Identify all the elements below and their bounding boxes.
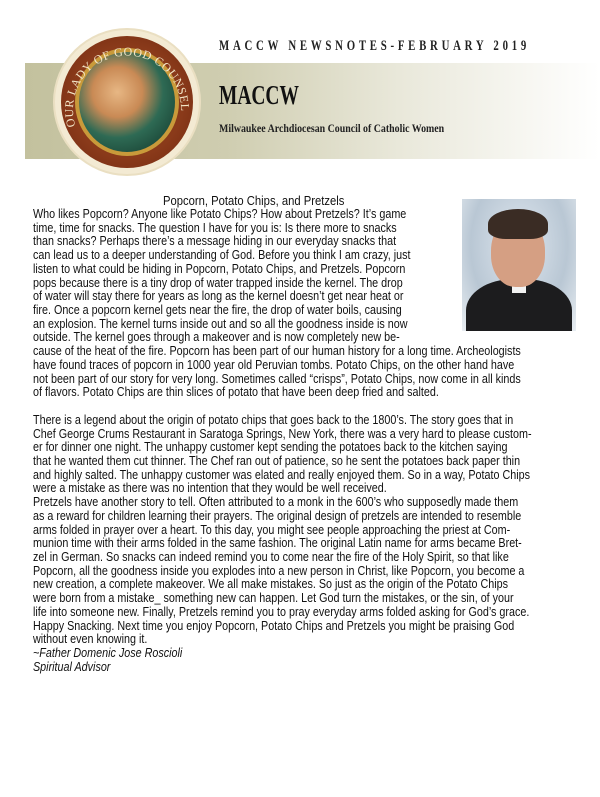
article-line: There is a legend about the origin of potato chips that goes back to the 1800’s. The story goes that in bbox=[33, 412, 514, 427]
article-line: of water will stay there for years as long as the kernel doesn’t get near heat or bbox=[33, 289, 404, 304]
article-line: Pretzels have another story to tell. Often attributed to a monk in the 600’s who supposedly made them bbox=[33, 495, 519, 510]
org-name: Milwaukee Archdiocesan Council of Catholic Women bbox=[219, 123, 445, 135]
article-line: Happy Snacking. Next time you enjoy Popcorn, Potato Chips and Pretzels you might be praising God bbox=[33, 618, 515, 633]
article-line: not been part of our story for very long. Sometimes called “crisps”, Potato Chips, now come in all kinds bbox=[33, 371, 521, 386]
article-line: Who likes Popcorn? Anyone like Potato Chips? How about Pretzels? It’s game bbox=[33, 207, 407, 221]
newsletter-title: MACCW NEWSNOTES-FEBRUARY 2019 bbox=[219, 38, 531, 54]
article-line: an explosion. The kernel turns inside out and so all the goodness inside is now bbox=[33, 316, 408, 331]
article-line: er for dinner one night. The unhappy customer kept sending the potatoes back to the kitchen saying bbox=[33, 440, 508, 455]
article-line: outside. The kernel goes through a makeover and is now completely new be- bbox=[33, 330, 400, 345]
article-line: life into someone new. Finally, Pretzels remind you to pray everyday arms folded asking for God’s grace. bbox=[33, 604, 530, 619]
article-line: than snacks? Perhaps there’s a message hiding in our everyday snacks that bbox=[33, 234, 397, 249]
article-line: without even knowing it. bbox=[33, 632, 148, 647]
article-line: fire. Once a popcorn kernel gets near the fire, the drop of water boils, causing bbox=[33, 303, 402, 318]
article-line: arms folded in prayer over a heart. To this day, you might see people approaching the priest at Com- bbox=[33, 522, 511, 537]
article-line: cause of the heat of the fire. Popcorn has been part of our human history for a long time. Archeologists bbox=[33, 344, 521, 359]
article-line: Popcorn, all the goodness inside you explodes into a new person in Christ, like Popcorn, you become a bbox=[33, 563, 525, 578]
article-line: pops because there is a tiny drop of water trapped inside the kernel. The drop bbox=[33, 275, 403, 290]
article-line: listen to what could be hiding in Popcorn, Potato Chips, and Pretzels. Popcorn bbox=[33, 261, 406, 276]
article-line: can lead us to a deeper understanding of God. Before you think I am crazy, just bbox=[33, 248, 411, 263]
article-line: new creation, a complete makeover. We all make mistakes. So just as the origin of the Potato Chips bbox=[33, 577, 509, 592]
signature: ~Father Domenic Jose Roscioli bbox=[33, 646, 183, 661]
article-line: as a reward for children learning their prayers. The original design of pretzels are intended to resemble bbox=[33, 508, 522, 523]
article-line: munion time with their arms folded in the same fashion. The original Latin name for arms became Bret- bbox=[33, 536, 522, 551]
article-title: Popcorn, Potato Chips, and Pretzels bbox=[163, 194, 345, 208]
article-line: were a mistake as there was no intention that they would be well received. bbox=[33, 481, 387, 496]
father-portrait-photo bbox=[462, 199, 576, 331]
signature-title: Spiritual Advisor bbox=[33, 659, 111, 674]
article-line: were born from a mistake_ something new can happen. Let God turn the mistakes, or the sin, of your bbox=[33, 591, 514, 606]
org-acronym: MACCW bbox=[219, 80, 299, 110]
article-line: and highly salted. The unhappy customer was elated and really enjoyed them. So in a way, Potato Chips bbox=[33, 467, 531, 482]
article-line: Chef George Crums Restaurant in Saratoga Springs, New York, there was a very hard to please custom- bbox=[33, 426, 532, 441]
svg-text:OUR LADY OF GOOD COUNSEL: OUR LADY OF GOOD COUNSEL bbox=[61, 44, 193, 129]
article-line: zel in German. So snacks can indeed remind you to come near the fire of the Holy Spirit, so that like bbox=[33, 550, 509, 564]
our-lady-of-good-counsel-logo bbox=[55, 30, 199, 174]
article-line: that he wanted them cut thinner. The Chef ran out of patience, so he sent the potatoes back paper thin bbox=[33, 453, 521, 468]
article-line: have found traces of popcorn in 1000 year old Peruvian tombs. Potato Chips, on the other hand have bbox=[33, 357, 515, 372]
article-line: of flavors. Potato Chips are thin slices of potato that have been deep fried and salted. bbox=[33, 385, 439, 400]
article-line: time, time for snacks. The question I have for you is: Is there more to snacks bbox=[33, 220, 397, 235]
